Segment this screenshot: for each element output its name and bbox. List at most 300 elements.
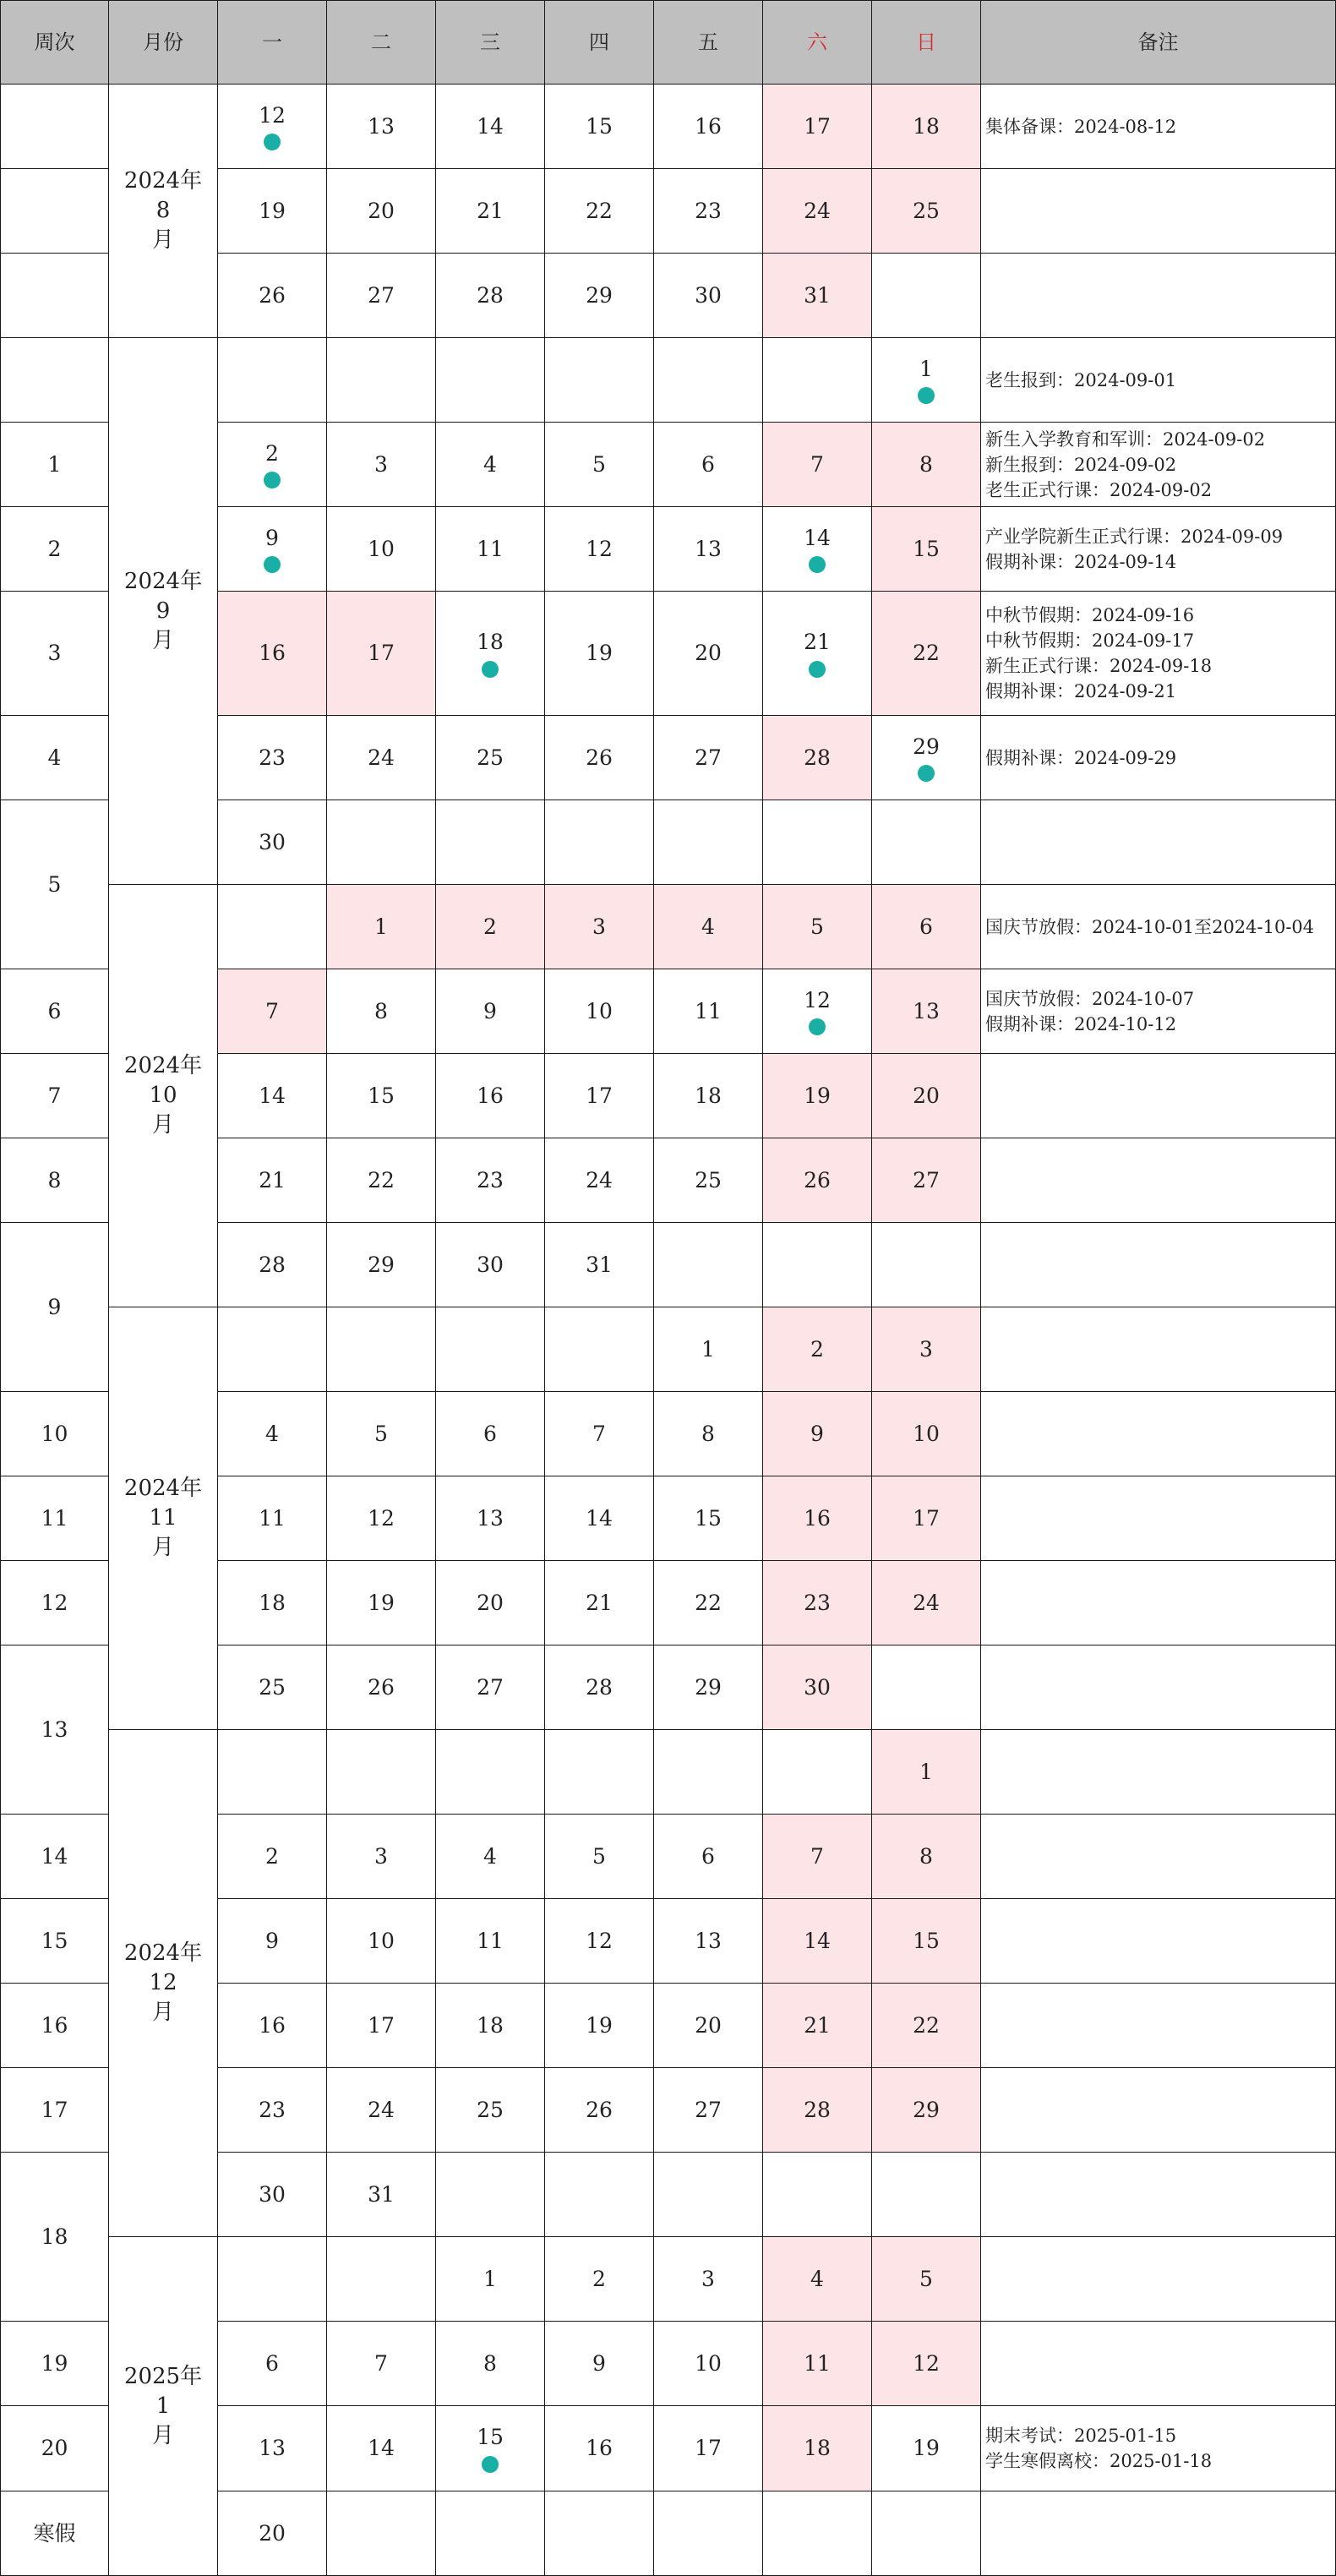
day-cell: [327, 1561, 436, 1645]
day-cell: [872, 1138, 981, 1223]
event-dot-icon: [809, 661, 826, 678]
empty-note-cell: [981, 1054, 1336, 1138]
empty-note-cell: [981, 800, 1336, 885]
empty-day-cell: [436, 2491, 545, 2576]
day-number: 30: [804, 1674, 831, 1700]
day-cell: [763, 2322, 872, 2406]
day-cell: [218, 1815, 327, 1899]
day-cell: [763, 969, 872, 1054]
day-number: 9: [810, 1421, 824, 1446]
empty-day-cell: [763, 1223, 872, 1307]
day-cell: [218, 1561, 327, 1645]
day-cell: [763, 716, 872, 800]
day-number: 27: [477, 1674, 504, 1700]
day-number: 18: [804, 2436, 831, 2461]
empty-day-cell: [872, 1645, 981, 1730]
day-cell: [327, 507, 436, 592]
header-day-4: [545, 0, 654, 85]
day-number: 15: [477, 2425, 504, 2450]
month-label-line: 12: [149, 1970, 177, 1995]
day-cell: [327, 592, 436, 716]
header-day-label: 四: [589, 30, 609, 54]
month-label: [109, 2237, 218, 2576]
week-number: [0, 2491, 109, 2576]
note-cell: [981, 969, 1336, 1054]
empty-day-cell: [654, 338, 763, 423]
week-number-label: 2: [47, 536, 62, 561]
day-cell: [654, 2068, 763, 2153]
day-cell: [872, 1392, 981, 1476]
day-cell: [327, 254, 436, 338]
week-number: [0, 338, 109, 423]
note-line: 学生寒假离校：2025-01-18: [985, 2451, 1213, 2471]
empty-day-cell: [545, 2491, 654, 2576]
day-number: 19: [804, 1083, 831, 1108]
day-cell: [218, 969, 327, 1054]
day-number: 3: [592, 914, 606, 939]
day-number: 12: [586, 536, 613, 561]
month-label-line: 月: [151, 227, 174, 253]
day-number: 10: [368, 536, 395, 561]
day-number: 30: [477, 1252, 504, 1277]
day-cell: [218, 1223, 327, 1307]
day-cell: [872, 969, 981, 1054]
day-number: 18: [913, 113, 940, 139]
day-cell: [218, 1054, 327, 1138]
day-cell: [872, 1054, 981, 1138]
day-cell: [436, 592, 545, 716]
day-number: 22: [913, 2012, 940, 2038]
day-cell: [436, 1645, 545, 1730]
empty-day-cell: [545, 1730, 654, 1815]
day-cell: [327, 969, 436, 1054]
day-cell: [327, 716, 436, 800]
day-cell: [436, 2237, 545, 2322]
day-number: 4: [701, 914, 715, 939]
day-number: 4: [483, 1843, 497, 1869]
day-number: 14: [259, 1083, 286, 1108]
note-cell: [981, 423, 1336, 507]
event-dot-icon: [918, 387, 935, 404]
day-number: 26: [586, 745, 613, 770]
day-number: 7: [592, 1421, 606, 1446]
event-dot-icon: [482, 2456, 499, 2473]
note-line: 假期补课：2024-09-14: [985, 551, 1177, 572]
day-number: 23: [477, 1167, 504, 1192]
empty-day-cell: [545, 1307, 654, 1392]
note-cell: [981, 85, 1336, 169]
day-cell: [654, 2322, 763, 2406]
header-day-label: 二: [371, 30, 391, 54]
day-cell: [654, 1307, 763, 1392]
day-number: 18: [259, 1590, 286, 1615]
empty-note-cell: [981, 1138, 1336, 1223]
empty-day-cell: [545, 2153, 654, 2237]
empty-day-cell: [545, 800, 654, 885]
week-number: [0, 1392, 109, 1476]
day-number: 22: [913, 641, 940, 666]
day-cell: [327, 1984, 436, 2068]
month-label-line: 11: [149, 1505, 177, 1531]
day-cell: [327, 423, 436, 507]
day-cell: [218, 423, 327, 507]
day-number: 17: [695, 2436, 722, 2461]
empty-day-cell: [654, 1730, 763, 1815]
day-number: 15: [368, 1083, 395, 1108]
empty-day-cell: [763, 1730, 872, 1815]
week-number: [0, 169, 109, 254]
header-day-6: [763, 0, 872, 85]
day-number: 29: [913, 2097, 940, 2122]
week-number: [0, 1476, 109, 1561]
day-number: 20: [913, 1083, 940, 1108]
month-label-line: 2024年: [123, 1476, 203, 1501]
day-number: 21: [804, 630, 831, 655]
empty-day-cell: [436, 1307, 545, 1392]
day-cell: [545, 1138, 654, 1223]
empty-day-cell: [763, 2153, 872, 2237]
empty-day-cell: [327, 338, 436, 423]
day-number: 16: [477, 1083, 504, 1108]
header-day-7: [872, 0, 981, 85]
day-number: 2: [592, 2266, 606, 2291]
empty-note-cell: [981, 2237, 1336, 2322]
empty-note-cell: [981, 1392, 1336, 1476]
day-cell: [545, 1815, 654, 1899]
day-cell: [545, 1561, 654, 1645]
day-cell: [763, 254, 872, 338]
day-number: 14: [368, 2436, 395, 2461]
day-cell: [872, 1561, 981, 1645]
day-cell: [545, 254, 654, 338]
week-number-label: 16: [41, 2012, 68, 2038]
day-number: 24: [368, 2097, 395, 2122]
day-cell: [545, 2068, 654, 2153]
day-number: 27: [368, 282, 395, 308]
day-cell: [218, 2153, 327, 2237]
week-number: [0, 423, 109, 507]
day-number: 11: [259, 1505, 286, 1531]
month-label-line: 2025年: [123, 2363, 203, 2389]
day-cell: [218, 254, 327, 338]
day-cell: [872, 2322, 981, 2406]
day-cell: [872, 1307, 981, 1392]
month-label-line: 月: [151, 2422, 174, 2448]
day-number: 22: [586, 198, 613, 223]
day-number: 24: [913, 1590, 940, 1615]
empty-day-cell: [545, 338, 654, 423]
day-number: 19: [913, 2436, 940, 2461]
day-cell: [763, 1815, 872, 1899]
day-cell: [763, 1054, 872, 1138]
day-cell: [872, 1899, 981, 1984]
empty-day-cell: [436, 800, 545, 885]
day-cell: [436, 1223, 545, 1307]
day-number: 9: [483, 998, 497, 1023]
day-number: 13: [913, 998, 940, 1023]
day-number: 16: [586, 2436, 613, 2461]
day-cell: [654, 1984, 763, 2068]
day-number: 25: [913, 198, 940, 223]
empty-day-cell: [872, 2491, 981, 2576]
day-number: 13: [477, 1505, 504, 1531]
day-number: 2: [483, 914, 497, 939]
day-number: 13: [695, 1928, 722, 1953]
day-cell: [436, 169, 545, 254]
day-cell: [654, 1899, 763, 1984]
day-number: 13: [368, 113, 395, 139]
week-number-label: 5: [47, 871, 62, 897]
day-cell: [327, 1054, 436, 1138]
day-number: 5: [592, 451, 606, 477]
empty-day-cell: [327, 1307, 436, 1392]
event-dot-icon: [264, 134, 281, 150]
week-number: [0, 592, 109, 716]
day-cell: [545, 1984, 654, 2068]
day-number: 24: [368, 745, 395, 770]
day-number: 10: [695, 2350, 722, 2376]
day-cell: [872, 507, 981, 592]
empty-day-cell: [327, 2237, 436, 2322]
note-line: 新生报到：2024-09-02: [985, 454, 1177, 475]
week-number-label: 13: [41, 1716, 68, 1742]
header-day-label: 六: [807, 30, 827, 54]
day-cell: [436, 2406, 545, 2491]
header-day-3: [436, 0, 545, 85]
empty-day-cell: [327, 2491, 436, 2576]
day-cell: [763, 1392, 872, 1476]
empty-note-cell: [981, 1561, 1336, 1645]
day-number: 20: [259, 2520, 286, 2546]
week-number-label: 10: [41, 1421, 68, 1446]
day-number: 30: [259, 2181, 286, 2207]
day-cell: [654, 969, 763, 1054]
day-cell: [872, 2237, 981, 2322]
day-cell: [545, 85, 654, 169]
month-label: [109, 85, 218, 338]
day-cell: [654, 507, 763, 592]
day-cell: [545, 2406, 654, 2491]
day-cell: [218, 592, 327, 716]
day-number: 22: [695, 1590, 722, 1615]
day-number: 12: [913, 2350, 940, 2376]
header-month-label: 月份: [143, 30, 183, 54]
day-number: 28: [804, 2097, 831, 2122]
event-dot-icon: [918, 765, 935, 782]
day-number: 7: [374, 2350, 388, 2376]
day-number: 8: [701, 1421, 715, 1446]
note-line: 假期补课：2024-09-29: [985, 747, 1177, 768]
header-month: [109, 0, 218, 85]
day-number: 15: [913, 1928, 940, 1953]
week-number: [0, 716, 109, 800]
month-label: [109, 1307, 218, 1730]
week-number-label: 11: [41, 1505, 68, 1531]
empty-day-cell: [327, 800, 436, 885]
day-number: 16: [259, 2012, 286, 2038]
day-number: 28: [477, 282, 504, 308]
day-number: 2: [265, 440, 279, 466]
day-number: 9: [592, 2350, 606, 2376]
day-number: 21: [804, 2012, 831, 2038]
day-cell: [872, 716, 981, 800]
day-number: 6: [265, 2350, 279, 2376]
header-day-label: 日: [916, 30, 936, 54]
day-cell: [327, 1476, 436, 1561]
day-cell: [218, 1899, 327, 1984]
day-cell: [436, 254, 545, 338]
day-cell: [327, 1392, 436, 1476]
day-cell: [872, 1730, 981, 1815]
day-number: 24: [586, 1167, 613, 1192]
week-number: [0, 2068, 109, 2153]
day-cell: [327, 1815, 436, 1899]
empty-day-cell: [654, 1223, 763, 1307]
note-line: 中秋节假期：2024-09-17: [985, 630, 1195, 651]
day-number: 23: [695, 198, 722, 223]
day-number: 15: [695, 1505, 722, 1531]
month-label: [109, 885, 218, 1307]
note-cell: [981, 338, 1336, 423]
empty-note-cell: [981, 2153, 1336, 2237]
day-number: 30: [259, 829, 286, 854]
day-number: 1: [374, 914, 388, 939]
day-cell: [654, 885, 763, 969]
day-number: 20: [477, 1590, 504, 1615]
header-day-label: 五: [698, 30, 718, 54]
header-day-label: 一: [262, 30, 282, 54]
empty-day-cell: [436, 1730, 545, 1815]
day-number: 2: [810, 1336, 824, 1362]
month-label: [109, 1730, 218, 2237]
day-number: 12: [368, 1505, 395, 1531]
empty-note-cell: [981, 2068, 1336, 2153]
month-label-line: 10: [149, 1083, 177, 1108]
header-day-1: [218, 0, 327, 85]
note-cell: [981, 716, 1336, 800]
week-number: [0, 2322, 109, 2406]
day-cell: [654, 1138, 763, 1223]
day-cell: [872, 1815, 981, 1899]
month-label-line: 2024年: [123, 1053, 203, 1078]
day-number: 23: [804, 1590, 831, 1615]
day-number: 17: [368, 2012, 395, 2038]
empty-note-cell: [981, 2491, 1336, 2576]
day-number: 25: [695, 1167, 722, 1192]
day-cell: [436, 969, 545, 1054]
day-number: 31: [804, 282, 831, 308]
day-cell: [327, 2068, 436, 2153]
day-number: 20: [695, 641, 722, 666]
day-number: 14: [477, 113, 504, 139]
day-number: 7: [810, 451, 824, 477]
day-cell: [218, 2406, 327, 2491]
week-number: [0, 1899, 109, 1984]
day-cell: [218, 2491, 327, 2576]
day-cell: [218, 1392, 327, 1476]
day-number: 21: [586, 1590, 613, 1615]
week-number-label: 19: [41, 2350, 68, 2376]
day-number: 26: [368, 1674, 395, 1700]
day-number: 27: [695, 2097, 722, 2122]
note-line: 产业学院新生正式行课：2024-09-09: [985, 526, 1284, 547]
day-number: 18: [477, 630, 504, 655]
day-number: 4: [483, 451, 497, 477]
day-cell: [545, 1476, 654, 1561]
day-number: 10: [913, 1421, 940, 1446]
day-cell: [436, 2322, 545, 2406]
header-note-label: 备注: [1137, 30, 1179, 54]
day-cell: [436, 1984, 545, 2068]
day-number: 25: [477, 2097, 504, 2122]
week-number: [0, 254, 109, 338]
day-number: 29: [368, 1252, 395, 1277]
month-label-line: 2024年: [123, 168, 203, 194]
day-cell: [654, 423, 763, 507]
week-number: [0, 800, 109, 969]
week-number: [0, 507, 109, 592]
day-cell: [763, 1307, 872, 1392]
day-cell: [654, 592, 763, 716]
day-cell: [872, 423, 981, 507]
day-number: 17: [586, 1083, 613, 1108]
day-number: 10: [368, 1928, 395, 1953]
day-number: 19: [586, 2012, 613, 2038]
day-cell: [218, 2068, 327, 2153]
day-number: 18: [477, 2012, 504, 2038]
month-label-line: 月: [151, 1112, 174, 1138]
day-cell: [218, 1984, 327, 2068]
note-line: 假期补课：2024-10-12: [985, 1013, 1177, 1034]
header-day-2: [327, 0, 436, 85]
week-number-label: 6: [47, 998, 62, 1023]
note-line: 新生入学教育和军训：2024-09-02: [985, 428, 1266, 450]
month-label: [109, 338, 218, 885]
day-number: 16: [804, 1505, 831, 1531]
day-cell: [545, 592, 654, 716]
empty-day-cell: [218, 338, 327, 423]
day-cell: [763, 423, 872, 507]
week-number: [0, 2406, 109, 2491]
day-cell: [872, 1984, 981, 2068]
day-cell: [218, 716, 327, 800]
month-label-line: 1: [155, 2393, 171, 2419]
day-number: 15: [913, 536, 940, 561]
day-number: 20: [695, 2012, 722, 2038]
month-label-line: 月: [151, 627, 174, 653]
empty-day-cell: [872, 800, 981, 885]
day-number: 5: [810, 914, 824, 939]
day-cell: [218, 1138, 327, 1223]
day-cell: [327, 2406, 436, 2491]
day-number: 27: [695, 745, 722, 770]
day-number: 1: [701, 1336, 715, 1362]
day-cell: [218, 85, 327, 169]
day-number: 19: [586, 641, 613, 666]
day-number: 26: [804, 1167, 831, 1192]
day-cell: [654, 1645, 763, 1730]
day-number: 10: [586, 998, 613, 1023]
day-cell: [218, 169, 327, 254]
day-number: 31: [368, 2181, 395, 2207]
day-number: 15: [586, 113, 613, 139]
empty-note-cell: [981, 1223, 1336, 1307]
day-cell: [436, 1815, 545, 1899]
week-number-label: 15: [41, 1928, 68, 1953]
day-cell: [545, 1899, 654, 1984]
note-line: 假期补课：2024-09-21: [985, 681, 1177, 701]
day-number: 8: [919, 1843, 933, 1869]
